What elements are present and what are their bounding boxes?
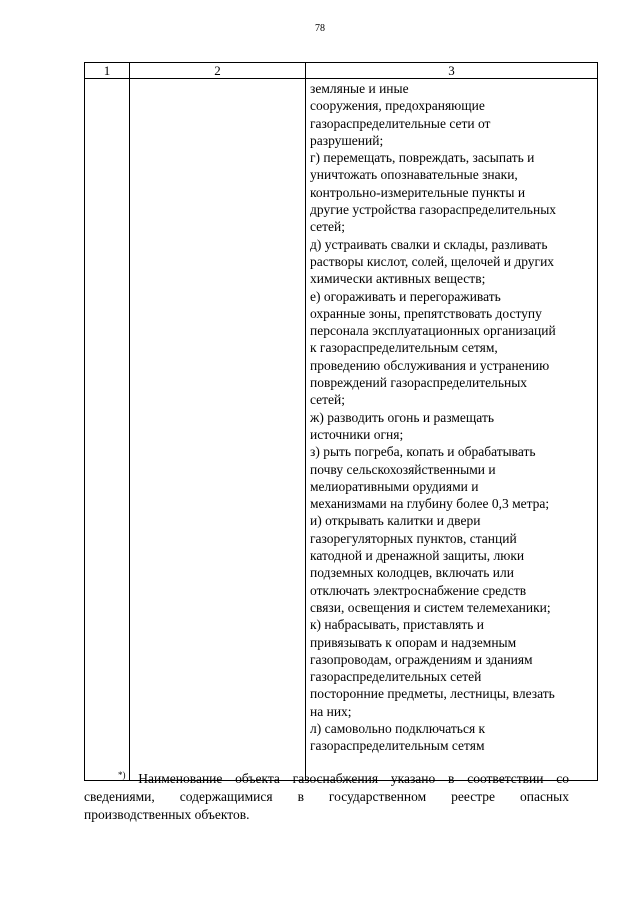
footnote-marker: *) — [118, 770, 126, 780]
text-line: сетей; — [310, 392, 346, 408]
page-number: 78 — [315, 23, 325, 34]
table-row — [85, 79, 598, 781]
text-line: отключать электроснабжение средств — [310, 582, 527, 598]
text-line: механизмами на глубину более 0,3 метра; — [310, 496, 550, 512]
text-line: почву сельскохозяйственными и — [310, 461, 496, 477]
text-line: сооружения, предохраняющие — [310, 98, 485, 114]
text-line: сетей; — [310, 219, 346, 235]
footnote-line — [84, 770, 569, 788]
text-line: газорегуляторных пунктов, станций — [310, 530, 517, 546]
text-line: источники огня; — [310, 426, 404, 442]
text-line: разрушений; — [310, 132, 384, 148]
text-line: катодной и дренажной защиты, люки — [310, 548, 525, 564]
text-line: химически активных веществ; — [310, 271, 486, 287]
table-header-row — [85, 63, 598, 79]
text-line: повреждений газораспределительных — [310, 375, 528, 391]
text-line: мелиоративными орудиями и — [310, 478, 479, 494]
content-table — [84, 62, 598, 781]
column-header-3: 3 — [306, 63, 598, 79]
text-line: газораспределительных сетей — [310, 669, 482, 685]
text-line: ж) разводить огонь и размещать — [310, 409, 495, 425]
text-line: растворы кислот, солей, щелочей и других — [310, 253, 555, 269]
column-header-2: 2 — [130, 63, 306, 79]
text-line: д) устраивать свалки и склады, разливать — [310, 236, 548, 252]
text-line: г) перемещать, повреждать, засыпать и — [310, 150, 535, 166]
footnote-text: Наименование объекта газоснабжения указано в соответствии со — [138, 771, 570, 786]
text-line: персонала эксплуатационных организаций — [310, 323, 556, 339]
text-line: контрольно-измерительные пункты и — [310, 184, 526, 200]
text-line: к газораспределительным сетям, — [310, 340, 498, 356]
text-line: на них; — [310, 703, 352, 719]
text-line: е) огораживать и перегораживать — [310, 288, 501, 304]
text-line: проведению обслуживания и устранению — [310, 357, 550, 373]
text-line: л) самовольно подключаться к — [310, 720, 486, 736]
text-line: привязывать к опорам и надземным — [310, 634, 517, 650]
footnote-line: производственных объектов. — [84, 807, 250, 822]
text-line: уничтожать опознавательные знаки, — [310, 167, 518, 183]
text-line: к) набрасывать, приставлять и — [310, 617, 485, 633]
column-header-1: 1 — [85, 63, 130, 79]
text-line: газораспределительным сетям — [310, 738, 485, 754]
prohibitions-text — [306, 79, 597, 755]
footnote — [84, 770, 569, 824]
text-line: охранные зоны, препятствовать доступу — [310, 305, 542, 321]
footnote-line: сведениями, содержащимися в государственном реестре опасных — [84, 789, 569, 804]
text-line: и) открывать калитки и двери — [310, 513, 481, 529]
text-line: подземных колодцев, включать или — [310, 565, 514, 581]
text-line: газопроводам, ограждениям и зданиям — [310, 651, 533, 667]
text-line: газораспределительные сети от — [310, 115, 491, 131]
text-line: связи, освещения и систем телемеханики; — [310, 599, 551, 615]
column-3-cell — [306, 79, 598, 781]
text-line: земляные и иные — [310, 81, 409, 96]
text-line: другие устройства газораспределительных — [310, 202, 557, 218]
text-line: посторонние предметы, лестницы, влезать — [310, 686, 555, 702]
column-2-cell — [130, 79, 306, 781]
column-1-cell — [85, 79, 130, 781]
text-line: з) рыть погреба, копать и обрабатывать — [310, 444, 536, 460]
